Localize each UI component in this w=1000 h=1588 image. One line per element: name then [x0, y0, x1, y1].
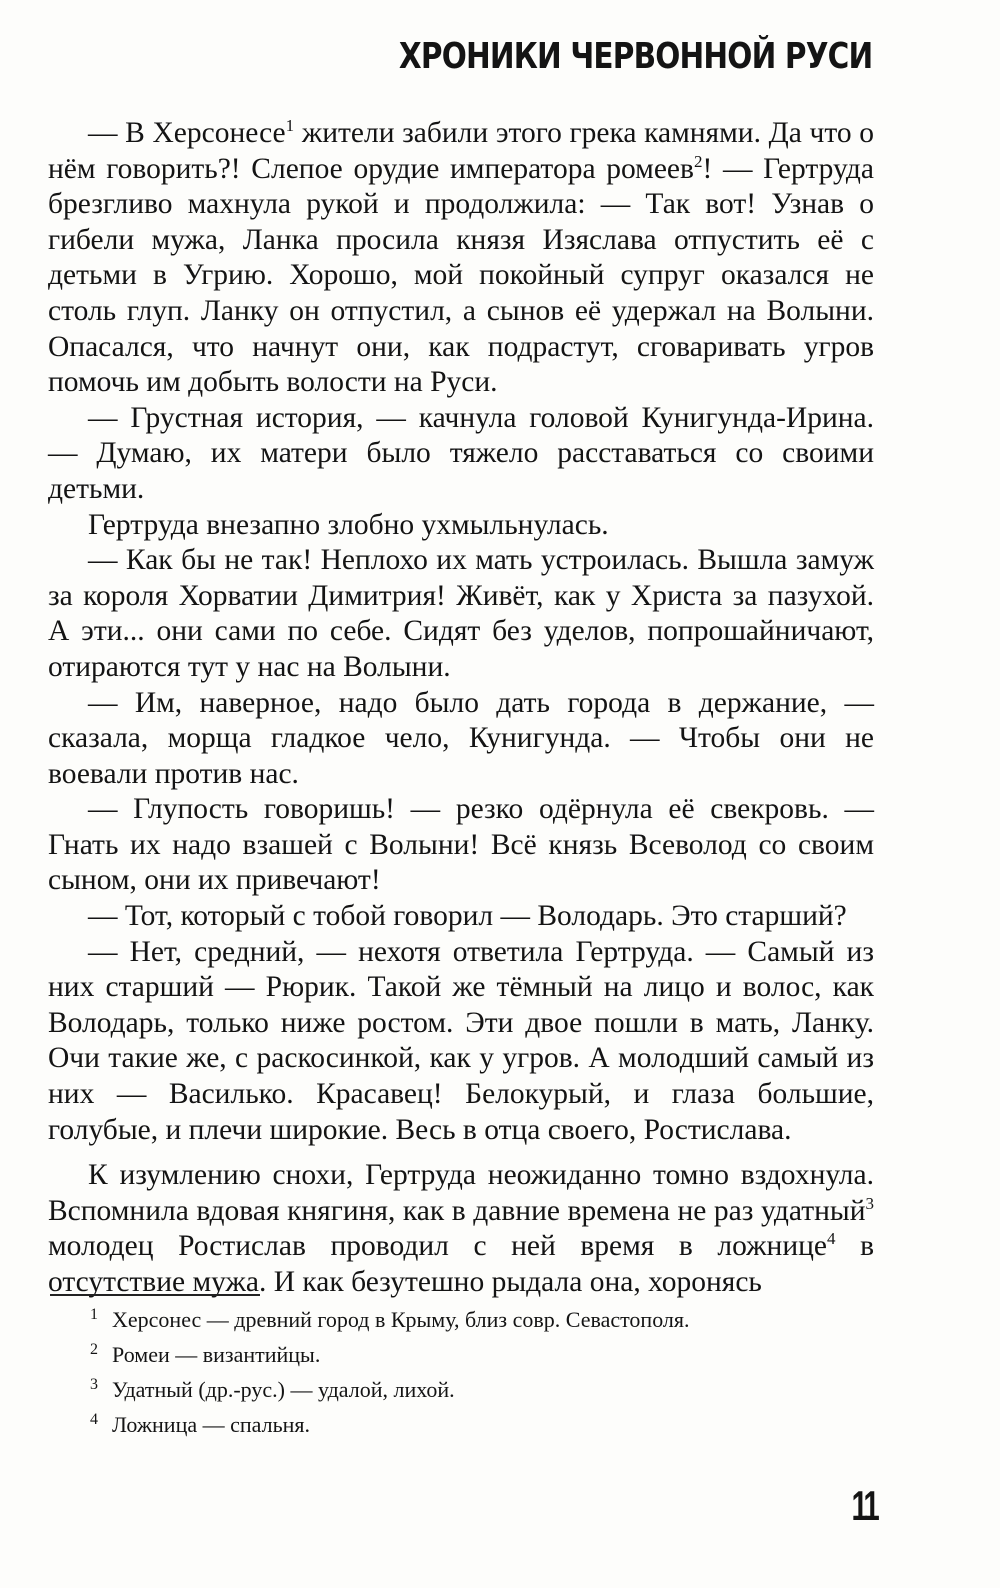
paragraph — [48, 116, 874, 401]
footnote-text: Херсонес — древний город в Крыму, близ совр. Севастополя. — [112, 1307, 690, 1332]
paragraph: — Им, наверное, надо было дать города в держание, — сказала, морща гладкое чело, Кунигунда. — Чтобы они не воевали против нас. — [48, 686, 874, 790]
footnote-text: Ложница — спальня. — [112, 1412, 311, 1437]
footnote-number: 1 — [90, 1306, 98, 1323]
main-text — [48, 116, 874, 1301]
footnote-ref[interactable]: 1 — [285, 116, 295, 135]
text-run: жители забили этого грека камнями. Да что о нём говорить?! Слепое орудие императора ромеев — [48, 117, 874, 185]
footnote — [90, 1302, 870, 1337]
paragraph — [48, 1158, 874, 1300]
footnote-ref[interactable]: 4 — [827, 1229, 836, 1249]
paragraph: — Тот, который с тобой говорил — Володарь. Это старший? — [88, 900, 847, 933]
running-title: ХРОНИКИ ЧЕРВОННОЙ РУСИ — [398, 36, 872, 77]
footnote-number: 3 — [90, 1376, 98, 1393]
footnote-text: Удатный (др.-рус.) — удалой, лихой. — [112, 1377, 455, 1402]
footnote — [90, 1407, 870, 1442]
text-run: молодец Ростислав проводил с ней время в ложнице — [48, 1230, 827, 1263]
text-run: — В Херсонесе — [88, 117, 286, 149]
page-number: 11 — [851, 1482, 877, 1529]
paragraph: — Нет, средний, — нехотя ответила Гертруда. — Самый из них старший — Рюрик. Такой же тёмный на лицо и волос, как Володарь, только ниже ростом. Эти двое пошли в мать, Ланку. Очи такие же, с раскосинкой, как у угров. А молодший самый из них — Василько. Красавец! Белокурый, и глаза большие, голубые, и плечи широкие. Весь в отца своего, Ростислава. — [48, 935, 874, 1146]
paragraph: — Как бы не так! Неплохо их мать устроилась. Вышла замуж за короля Хорватии Димитрия! Живёт, как у Христа за пазухой. А эти... они сами по себе. Сидят без уделов, попрошайничают, отираются тут у нас на Волыни. — [48, 544, 874, 683]
footnote-text: Ромеи — византийцы. — [112, 1342, 321, 1367]
footnote-divider — [50, 1294, 260, 1296]
footnotes — [90, 1302, 870, 1442]
paragraph: Гертруда внезапно злобно ухмыльнулась. — [88, 508, 609, 541]
footnote-ref[interactable]: 3 — [865, 1193, 874, 1213]
footnote — [90, 1337, 870, 1372]
footnote-number: 2 — [90, 1341, 98, 1358]
footnote — [90, 1372, 870, 1407]
footnote-number: 4 — [90, 1411, 98, 1428]
paragraph: — Грустная история, — качнула головой Кунигунда-Ирина. — Думаю, их матери было тяжело расставаться со своими детьми. — [48, 401, 874, 505]
text-run: в отсутствие мужа. И как безутешно рыдала она, хоронясь — [48, 1230, 874, 1298]
footnote-ref[interactable]: 2 — [693, 151, 703, 171]
text-run: К изумлению снохи, Гертруда неожиданно томно вздохнула. Вспомнила вдовая княгиня, как в давние времена не раз удатный — [48, 1159, 874, 1227]
paragraph: — Глупость говоришь! — резко одёрнула её свекровь. — Гнать их надо взашей с Волыни! Всё князь Всеволод со своим сыном, они их привечают! — [48, 793, 874, 897]
text-run: ! — Гертруда брезгливо махнула рукой и продолжила: — Так вот! Узнав о гибели мужа, Ланка просила князя Изяслава отпустить её с детьми в Угрию. Хорошо, мой покойный супруг оказался не столь глуп. Ланку он отпустил, а сынов её удержал на Волыни. Опасался, что начнут они, как подрастут, сговаривать угров помочь им добыть волости на Руси. — [48, 152, 874, 399]
